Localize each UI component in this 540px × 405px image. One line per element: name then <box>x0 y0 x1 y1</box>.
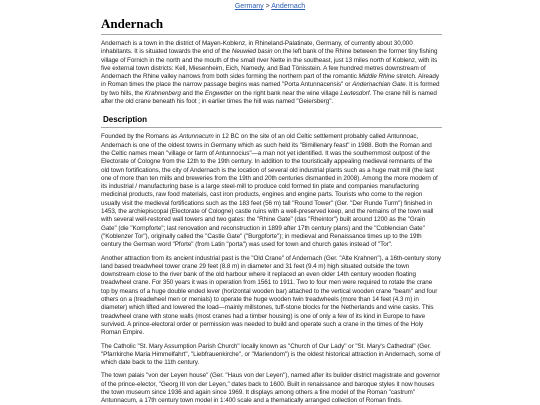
breadcrumb-link-germany[interactable]: Germany <box>234 3 264 10</box>
description-paragraph-2: Another attraction from its ancient industrial past is the "Old Crane" of Andernach (Ger. "Alte Krahnen"), a 16th-century stony land based treadwheel tower crane 29 feet (8.8 m) in diameter and 31 feet (9.4 m) high situated outside the town downstream close to the river bank of the old harbour where it replaced an even older 14th century wooden floating treadwheel crane. For 350 years it was in operation from 1561 to 1911. Two to four men were required to rotate the crane top by means of a huge double ended lever (horizontal wooden bar) attached to the vertical wooden crane "beam" and four others on a (treadwheel men or menials) to operate the huge wooden twin treadwheels (more than 14 feet (4.3 m) in diameter) which lifted and lowered the load—mainly millstones, tuff-stone blocks for the Netherlands and wine casks. This treadwheel crane with stone walls (most cranes had a timber housing) is one of only a few of its kind in Europe to have survived. A prince-electoral order or permission was needed to build and operate such a crane in the times of the Holy Roman Empire. <box>101 254 442 337</box>
breadcrumb-separator: > <box>265 3 270 10</box>
description-paragraph-4: The town palais "von der Leyen house" (Ger. "Haus von der Leyen"), named after its builder district magistrate and governor of the prince-elector, "Georg III von der Leyen," dates back to 1600. Built in renaissance and baroque styles it now houses the town museum since 1936 and again since 1969. It displays among others a fine model of the Roman "castrum" Antunnacum, a 17th century town model in 1:400 scale and a thematically arranged collection of Roman finds. <box>101 372 441 405</box>
description-paragraph-1: Founded by the Romans as Antunnacum in 12 BC on the site of an old Celtic settlement probably called Antunnoac, Andernach is one of the oldest towns in Germany which as such held its "Bimillenary feast" in 1988. Both the Roman and the Celtic names mean "village or farm of Antunnocius"—a man not yet identified. It was the southernmost outpost of the Electorate of Cologne from the 12th to the 19th century. In addition to the touristically appealing medieval remnants of the old town fortifications, the city of Andernach is the location of several old industrial plants such as a huge malt mill (the last one of more than ten mills and breweries from the 19th and 20th centuries dismantled in 2008). Among the more modern of its industrial / manufacturing base is a large steel-mill to produce cold formed tin plate and companies manufacturing medicinal products, raw food materials, cast iron products, engines and engine parts. Tourists who come to the region usually visit the medieval fortifications such as the 183 feet (56 m) tall "Round Tower" (Ger. "Der Runde Turm") finished in 1453, the archiepiscopal (Electorate of Cologne) castle ruins with a well-preserved keep, and the remains of the town wall with several well-restored wall towers and two gates: the "Rhine Gate" (das "Rheintor") built around 1200 as the "Grain Gate" (die "Kornpforte"; last renovation and reconstruction in 1899 after 17th century plans) and the "Coblencian Gate" ("Koblenzer Tor"), originally called the "Castle Gate" ("Burgpforte"); in medieval and Renaissance times up to the 19th century the German word "Pforte" (from Latin "porta") was used for town and church gates instead of "Tor". <box>101 133 438 249</box>
page-title: Andernach <box>101 16 442 35</box>
description-paragraph-3: The Catholic "St. Mary Assumption Parish Church" locally known as "Church of Our Lady" or "St. Mary's Cathedral" (Ger. "Pfarrkirche Maria Himmelfahrt", "Liebfrauenkirche", or "Mariendom") is the oldest historical attraction in Andernach, some of which date back to the 11th century. <box>101 342 441 367</box>
intro-paragraph: Andernach is a town in the district of Mayen-Koblenz, in Rhineland-Palatinate, Germany, of currently about 30,000 inhabitants. It is situated towards the end of the Neuwied basin on the left bank of the Rhine between the former tiny fishing village of Fornich in the north and the mouth of the small river Nette in the southeast, just 13 miles north of Koblenz, with its five external town districts: Kell, Miesenheim, Eich, Namedy, and Bad Tönisstein. A few hundred metres downstream of Andernach the Rhine valley narrows from both sides forming the northern part of the romantic Middle Rhine stretch. Already in Roman times the place the narrow passage begins was named "Porta Antunnacensis" or Andernachian Gate. It is formed by two hills, the Krahnenberg and the Engwetter on the right bank near the wine village Leutesdorf. The crane hill is named after the old crane beneath his foot ; in earlier times the hill was named "Geiersberg". <box>101 40 440 106</box>
breadcrumb <box>0 2 540 11</box>
section-heading-description: Description <box>101 115 442 128</box>
article-content <box>101 16 442 405</box>
breadcrumb-link-andernach[interactable]: Andernach <box>271 3 306 10</box>
